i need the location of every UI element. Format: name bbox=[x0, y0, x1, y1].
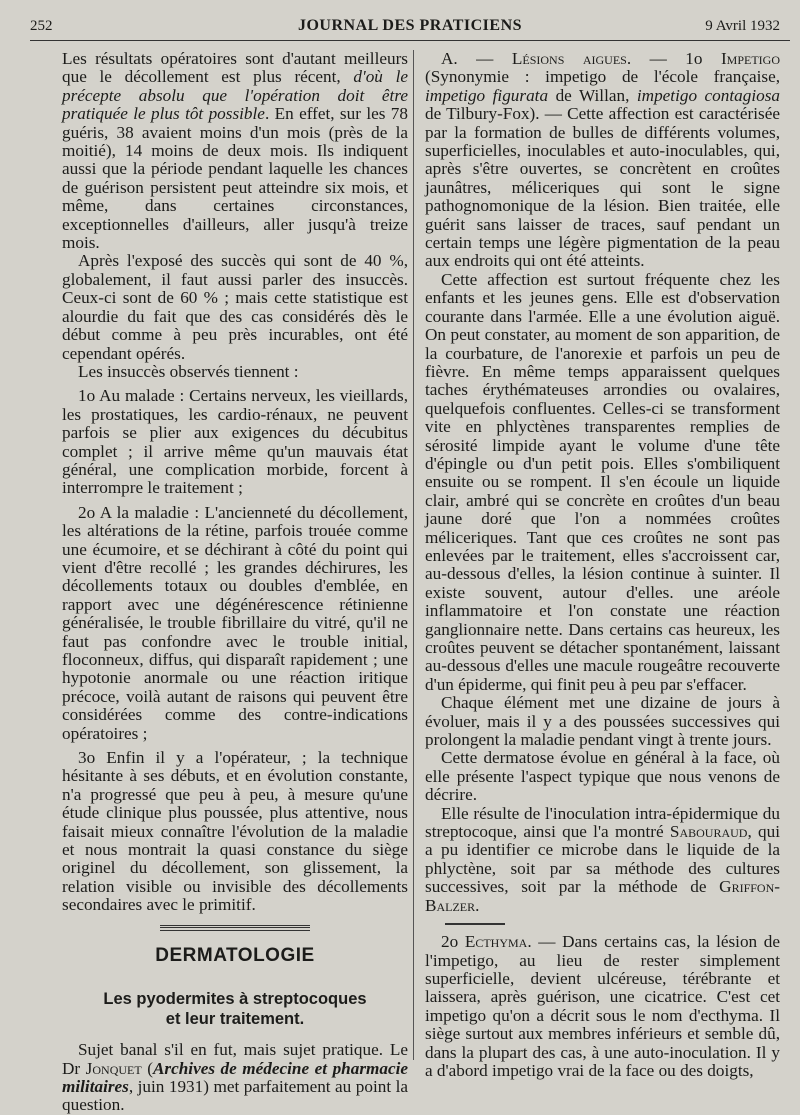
paragraph: Les résultats opératoires sont d'autant meilleurs que le décollement est plus récent, d'où le précepte absolu que l'opération doit être pratiquée le plus tôt possible. En effet, sur les 78 guéris, 38 avaient moins d'un mois (près de la moitié), 14 moins de deux mois. Ils indiquent aussi que la période pendant laquelle les chances de guérison persistent peut atteindre six mois, et même, dans certaines circonstances, exceptionnelles d'ailleurs, aller jusqu'à treize mois. bbox=[62, 49, 408, 253]
paragraph: Cette dermatose évolue en général à la face, où elle présente l'aspect typique que nous venons de décrire. bbox=[425, 748, 780, 805]
page-number: 252 bbox=[30, 18, 53, 34]
paragraph: Les insuccès observés tiennent : bbox=[78, 361, 299, 381]
paragraph: A. — Lésions aigues. — 1o Impetigo (Synonymie : impetigo de l'école française, impetigo figurata de Willan, impetigo contagiosa de Tilbury-Fox). — Cette affection est caractérisée par la formation de bulles de différents volumes, superficielles, inoculables et auto-inoculables, qui, après s'être ouvertes, se concrètent en croûtes jaunâtres, méliceriques qui sont le signe pathognomonique de la lésion. Bien traitée, elle guérit sans laisser de traces, sauf pendant un certain temps une légère pigmentation de la peau aux endroits qui ont été atteints. bbox=[425, 49, 781, 271]
paragraph: 1o Au malade : Certains nerveux, les vieillards, les prostatiques, les cardio-rénaux, ne peuvent parfois se plier aux exigences du décubitus complet ; il arrive même qu'un mauvais état général, une complication morbide, forcent à interrompre le traitement ; bbox=[62, 386, 408, 498]
paragraph: Cette affection est surtout fréquente chez les enfants et les jeunes gens. Elle est d'observation courante dans l'armée. Elle a une évolution aiguë. On peut constater, au moment de son apparition, de la courbature, de l'anorexie et parfois un peu de fièvre. En même temps apparaissent quelques taches érythémateuses arrondies ou ovalaires, quelquefois confluentes. Celles-ci se transforment vite en phlyctènes transparentes remplies de sérosité limpide ayant le volume d'une tête d'épingle ou d'un petit pois. Elles s'ombiliquent ensuite ou se rompent. Il s'en écoule un liquide clair, ambré qui se concrète en croûtes d'un beau jaune doré que l'on a nommées croûtes méliceriques. Tant que ces croûtes ne sont pas enlevées par le traitement, elles s'accroissent car, au-dessous d'elles, la lésion continue à suinter. Il existe souvent, autour d'elles. une aréole inflammatoire et l'on constate une réaction ganglionnaire nette. Dans certains cas heureux, les croûtes peuvent se détacher spontanément, laissant au-dessous d'elles une macule rougeâtre recouverte d'un épiderme, qui finit peu à peu par s'effacer. bbox=[425, 269, 780, 694]
paragraph: Sujet banal s'il en fut, mais sujet pratique. Le Dr Jonquet (Archives de médecine et pharmacie militaires, juin 1931) met parfaitement au point la question. bbox=[62, 1040, 408, 1115]
issue-date: 9 Avril 1932 bbox=[705, 18, 780, 34]
paragraph: 3o Enfin il y a l'opérateur, ; la technique hésitante à ses débuts, et en évolution constante, n'a progressé que peu à peu, à mesure qu'une étude clinique plus poussée, plus attentive, nous faisait mieux connaître l'évolution de la maladie et nous montrait la quasi constance du siège originel du décollement, son glissement, la relation visible ou invisible des décollements secondaires avec le primitif. bbox=[62, 748, 408, 915]
journal-title: JOURNAL DES PRATICIENS bbox=[297, 17, 523, 34]
paragraph-separator bbox=[445, 923, 505, 925]
paragraph: 2o A la maladie : L'ancienneté du décollement, les altérations de la rétine, parfois trouée comme une écumoire, et se déchirant à côté du point qui vient d'être recollé ; les grandes déchirures, les décollements totaux ou doubles d'emblée, en rapport avec une dégénérescence rétinienne généralisée, le trouble fibrillaire du vitré, qu'il ne faut pas confondre avec le trouble initial, floconneux, diffus, qui disparaît rapidement ; une hypotonie anormale ou une réaction iritique précoce, voilà autant de raisons qui peuvent être considérées comme des contre-indications opératoires ; bbox=[62, 502, 408, 743]
right-column bbox=[425, 50, 780, 1080]
paragraph: 2o Ecthyma. — Dans certains cas, la lésion de l'impetigo, au lieu de rester simplement superficielle, devient ulcéreuse, térébrante et laissera, après guérison, une cicatrice. C'est cet impetigo qu'on a décrit sous le nom d'ecthyma. Il siège surtout aux membres inférieurs et semble dû, dans la plupart des cas, à une auto-inoculation. Il y a d'abord impetigo vrai de la face ou des doigts, bbox=[425, 932, 780, 1080]
paragraph: Chaque élément met une dizaine de jours à évoluer, mais il y a des poussées successives qui prolongent la maladie pendant vingt à trente jours. bbox=[425, 693, 780, 750]
article-title: Les pyodermites à streptocoques et leur traitement. bbox=[103, 990, 367, 1029]
section-separator bbox=[160, 925, 310, 931]
paragraph: Après l'exposé des succès qui sont de 40 %, globalement, il faut aussi parler des insuccès. Ceux-ci sont de 60 % ; mais cette statistique est alourdie du fait que des cas considérés dès le début comme à peu près incurables, ont été cependant opérés. bbox=[62, 251, 408, 363]
column-divider bbox=[413, 50, 414, 1060]
left-column bbox=[62, 50, 408, 1115]
running-header bbox=[30, 14, 790, 41]
paragraph: Elle résulte de l'inoculation intra-épidermique du streptocoque, ainsi que l'a montré Sabouraud, qui a pu identifier ce microbe dans le liquide de la phlyctène, soit par sa méthode des cultures successives, soit par la méthode de Griffon-Balzer. bbox=[425, 803, 781, 915]
section-heading: DERMATOLOGIE bbox=[155, 944, 315, 966]
